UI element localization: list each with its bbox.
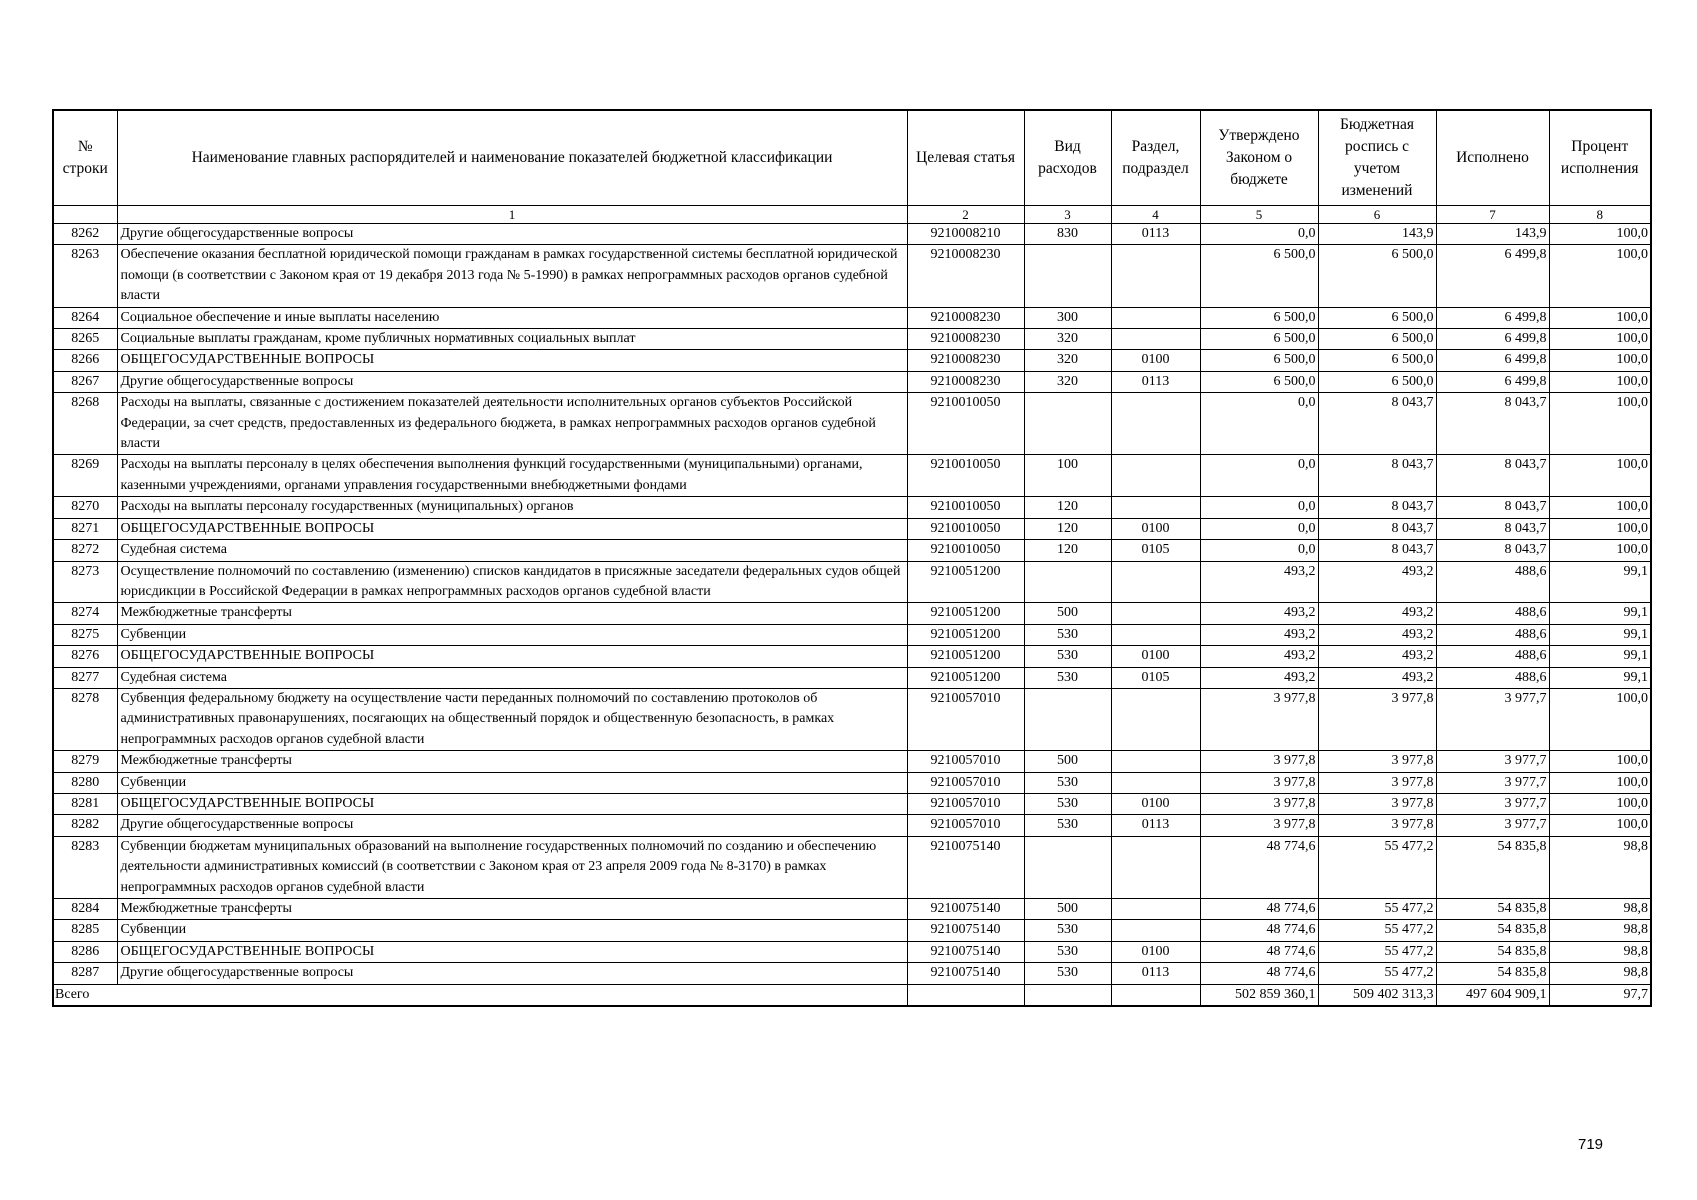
row-approved: 493,2	[1200, 646, 1318, 667]
row-approved: 0,0	[1200, 518, 1318, 539]
table-row	[53, 329, 1651, 350]
row-approved: 48 774,6	[1200, 941, 1318, 962]
row-kvr	[1024, 245, 1111, 307]
row-plan: 8 043,7	[1318, 455, 1436, 497]
row-percent: 100,0	[1549, 371, 1651, 392]
row-kcsr: 9210008230	[907, 329, 1024, 350]
row-executed: 6 499,8	[1436, 350, 1549, 371]
row-plan: 6 500,0	[1318, 350, 1436, 371]
row-name: ОБЩЕГОСУДАРСТВЕННЫЕ ВОПРОСЫ	[117, 646, 907, 667]
row-kcsr: 9210051200	[907, 646, 1024, 667]
row-kvr: 530	[1024, 772, 1111, 793]
row-rzpr	[1111, 497, 1200, 518]
row-kvr: 320	[1024, 371, 1111, 392]
row-percent: 100,0	[1549, 393, 1651, 455]
row-number: 8287	[53, 963, 117, 984]
row-name: Расходы на выплаты персоналу в целях обеспечения выполнения функций государственными (муниципальными) органами, казенными учреждениями, органами управления государственными внебюджетными фондами	[117, 455, 907, 497]
row-name: ОБЩЕГОСУДАРСТВЕННЫЕ ВОПРОСЫ	[117, 793, 907, 814]
row-plan: 3 977,8	[1318, 793, 1436, 814]
row-plan: 55 477,2	[1318, 963, 1436, 984]
row-number: 8263	[53, 245, 117, 307]
table-row	[53, 751, 1651, 772]
row-kcsr: 9210010050	[907, 497, 1024, 518]
row-kvr: 500	[1024, 899, 1111, 920]
row-rzpr: 0100	[1111, 518, 1200, 539]
row-percent: 100,0	[1549, 540, 1651, 561]
table-row	[53, 350, 1651, 371]
row-rzpr: 0113	[1111, 224, 1200, 245]
row-percent: 100,0	[1549, 224, 1651, 245]
header-kvr: Вид расходов	[1024, 110, 1111, 206]
row-rzpr	[1111, 455, 1200, 497]
table-row	[53, 224, 1651, 245]
row-rzpr: 0113	[1111, 963, 1200, 984]
row-kcsr: 9210010050	[907, 455, 1024, 497]
row-percent: 99,1	[1549, 624, 1651, 645]
row-executed: 488,6	[1436, 561, 1549, 603]
header-executed: Исполнено	[1436, 110, 1549, 206]
row-name: Социальное обеспечение и иные выплаты населению	[117, 307, 907, 328]
row-name: Расходы на выплаты персоналу государственных (муниципальных) органов	[117, 497, 907, 518]
row-approved: 3 977,8	[1200, 793, 1318, 814]
row-rzpr: 0113	[1111, 371, 1200, 392]
row-percent: 99,1	[1549, 667, 1651, 688]
table-row	[53, 793, 1651, 814]
row-kvr: 300	[1024, 307, 1111, 328]
row-kvr: 530	[1024, 624, 1111, 645]
total-rzpr	[1111, 984, 1200, 1006]
row-percent: 100,0	[1549, 815, 1651, 836]
row-approved: 0,0	[1200, 393, 1318, 455]
row-percent: 100,0	[1549, 518, 1651, 539]
row-approved: 48 774,6	[1200, 920, 1318, 941]
table-row	[53, 815, 1651, 836]
total-row	[53, 984, 1651, 1006]
row-kcsr: 9210051200	[907, 667, 1024, 688]
column-number	[53, 206, 117, 224]
row-plan: 3 977,8	[1318, 688, 1436, 750]
total-approved: 502 859 360,1	[1200, 984, 1318, 1006]
row-executed: 3 977,7	[1436, 688, 1549, 750]
row-percent: 99,1	[1549, 561, 1651, 603]
total-executed: 497 604 909,1	[1436, 984, 1549, 1006]
row-percent: 98,8	[1549, 941, 1651, 962]
row-number: 8272	[53, 540, 117, 561]
row-plan: 55 477,2	[1318, 920, 1436, 941]
row-kvr: 120	[1024, 497, 1111, 518]
row-executed: 8 043,7	[1436, 393, 1549, 455]
row-approved: 6 500,0	[1200, 307, 1318, 328]
row-approved: 0,0	[1200, 497, 1318, 518]
row-name: Другие общегосударственные вопросы	[117, 371, 907, 392]
row-percent: 100,0	[1549, 307, 1651, 328]
row-number: 8277	[53, 667, 117, 688]
row-rzpr: 0100	[1111, 941, 1200, 962]
row-percent: 98,8	[1549, 899, 1651, 920]
row-plan: 493,2	[1318, 561, 1436, 603]
row-approved: 6 500,0	[1200, 245, 1318, 307]
row-executed: 54 835,8	[1436, 941, 1549, 962]
row-kcsr: 9210008210	[907, 224, 1024, 245]
row-plan: 55 477,2	[1318, 899, 1436, 920]
row-rzpr	[1111, 561, 1200, 603]
header-percent: Процент исполнения	[1549, 110, 1651, 206]
row-kvr: 830	[1024, 224, 1111, 245]
row-kcsr: 9210051200	[907, 603, 1024, 624]
row-executed: 54 835,8	[1436, 920, 1549, 941]
row-percent: 100,0	[1549, 455, 1651, 497]
table-row	[53, 836, 1651, 898]
row-percent: 100,0	[1549, 793, 1651, 814]
total-label: Всего	[53, 984, 907, 1006]
row-kcsr: 9210051200	[907, 624, 1024, 645]
total-kvr	[1024, 984, 1111, 1006]
total-kcsr	[907, 984, 1024, 1006]
row-number: 8262	[53, 224, 117, 245]
row-approved: 48 774,6	[1200, 899, 1318, 920]
row-kcsr: 9210010050	[907, 518, 1024, 539]
table-row	[53, 688, 1651, 750]
row-number: 8267	[53, 371, 117, 392]
header-rzpr: Раздел, подраздел	[1111, 110, 1200, 206]
row-approved: 6 500,0	[1200, 350, 1318, 371]
table-row	[53, 772, 1651, 793]
row-percent: 100,0	[1549, 329, 1651, 350]
row-number: 8266	[53, 350, 117, 371]
row-name: Другие общегосударственные вопросы	[117, 815, 907, 836]
row-approved: 3 977,8	[1200, 751, 1318, 772]
budget-execution-table	[52, 109, 1652, 1007]
row-approved: 48 774,6	[1200, 963, 1318, 984]
row-number: 8282	[53, 815, 117, 836]
row-kcsr: 9210057010	[907, 751, 1024, 772]
row-kcsr: 9210008230	[907, 371, 1024, 392]
table-row	[53, 497, 1651, 518]
header-approved: Утверждено Законом о бюджете	[1200, 110, 1318, 206]
row-kvr: 530	[1024, 941, 1111, 962]
row-kvr: 530	[1024, 963, 1111, 984]
row-approved: 3 977,8	[1200, 815, 1318, 836]
column-number: 7	[1436, 206, 1549, 224]
row-rzpr	[1111, 920, 1200, 941]
row-name: ОБЩЕГОСУДАРСТВЕННЫЕ ВОПРОСЫ	[117, 518, 907, 539]
table-row	[53, 603, 1651, 624]
row-kvr: 120	[1024, 540, 1111, 561]
row-executed: 3 977,7	[1436, 772, 1549, 793]
header-row-no: № строки	[53, 110, 117, 206]
row-kvr: 320	[1024, 329, 1111, 350]
row-plan: 8 043,7	[1318, 518, 1436, 539]
row-approved: 493,2	[1200, 667, 1318, 688]
row-kvr	[1024, 393, 1111, 455]
row-percent: 98,8	[1549, 920, 1651, 941]
row-plan: 6 500,0	[1318, 245, 1436, 307]
row-number: 8269	[53, 455, 117, 497]
row-executed: 8 043,7	[1436, 540, 1549, 561]
row-approved: 0,0	[1200, 540, 1318, 561]
row-kcsr: 9210010050	[907, 540, 1024, 561]
table-row	[53, 245, 1651, 307]
row-kcsr: 9210075140	[907, 941, 1024, 962]
row-percent: 98,8	[1549, 963, 1651, 984]
row-rzpr: 0100	[1111, 793, 1200, 814]
row-executed: 8 043,7	[1436, 455, 1549, 497]
table-body	[53, 224, 1651, 1007]
row-rzpr	[1111, 688, 1200, 750]
table-row	[53, 963, 1651, 984]
row-percent: 99,1	[1549, 603, 1651, 624]
row-executed: 143,9	[1436, 224, 1549, 245]
row-plan: 493,2	[1318, 603, 1436, 624]
row-percent: 100,0	[1549, 751, 1651, 772]
row-plan: 3 977,8	[1318, 815, 1436, 836]
column-number: 4	[1111, 206, 1200, 224]
row-rzpr	[1111, 307, 1200, 328]
header-row	[53, 110, 1651, 206]
row-plan: 55 477,2	[1318, 941, 1436, 962]
row-plan: 8 043,7	[1318, 540, 1436, 561]
row-kcsr: 9210075140	[907, 920, 1024, 941]
row-plan: 493,2	[1318, 667, 1436, 688]
row-approved: 493,2	[1200, 603, 1318, 624]
row-number: 8281	[53, 793, 117, 814]
row-executed: 6 499,8	[1436, 371, 1549, 392]
row-name: Межбюджетные трансферты	[117, 603, 907, 624]
row-executed: 6 499,8	[1436, 307, 1549, 328]
table-row	[53, 561, 1651, 603]
column-number: 1	[117, 206, 907, 224]
row-approved: 493,2	[1200, 624, 1318, 645]
row-number: 8271	[53, 518, 117, 539]
row-rzpr: 0105	[1111, 540, 1200, 561]
table-row	[53, 393, 1651, 455]
row-number: 8285	[53, 920, 117, 941]
column-number: 2	[907, 206, 1024, 224]
row-plan: 55 477,2	[1318, 836, 1436, 898]
row-name: Судебная система	[117, 667, 907, 688]
row-plan: 493,2	[1318, 624, 1436, 645]
row-plan: 493,2	[1318, 646, 1436, 667]
row-approved: 3 977,8	[1200, 688, 1318, 750]
row-name: Субвенция федеральному бюджету на осуществление части переданных полномочий по составлению протоколов об административных правонарушениях, посягающих на общественный порядок и общественную безопасность, в рамках непрограммных расходов органов судебной власти	[117, 688, 907, 750]
column-number: 3	[1024, 206, 1111, 224]
row-kcsr: 9210057010	[907, 793, 1024, 814]
row-plan: 8 043,7	[1318, 497, 1436, 518]
row-kvr	[1024, 688, 1111, 750]
row-kcsr: 9210075140	[907, 963, 1024, 984]
table-row	[53, 920, 1651, 941]
row-number: 8286	[53, 941, 117, 962]
row-rzpr	[1111, 329, 1200, 350]
row-number: 8280	[53, 772, 117, 793]
row-number: 8284	[53, 899, 117, 920]
row-approved: 48 774,6	[1200, 836, 1318, 898]
row-executed: 488,6	[1436, 667, 1549, 688]
row-executed: 3 977,7	[1436, 793, 1549, 814]
table-row	[53, 624, 1651, 645]
row-rzpr	[1111, 603, 1200, 624]
header-budget-list: Бюджетная роспись с учетом изменений	[1318, 110, 1436, 206]
row-kvr: 120	[1024, 518, 1111, 539]
row-kvr: 500	[1024, 603, 1111, 624]
row-executed: 3 977,7	[1436, 751, 1549, 772]
row-executed: 8 043,7	[1436, 518, 1549, 539]
row-kcsr: 9210075140	[907, 899, 1024, 920]
table-row	[53, 371, 1651, 392]
row-executed: 488,6	[1436, 624, 1549, 645]
row-plan: 143,9	[1318, 224, 1436, 245]
row-approved: 6 500,0	[1200, 329, 1318, 350]
row-percent: 100,0	[1549, 772, 1651, 793]
row-executed: 8 043,7	[1436, 497, 1549, 518]
row-percent: 98,8	[1549, 836, 1651, 898]
row-number: 8265	[53, 329, 117, 350]
row-rzpr	[1111, 751, 1200, 772]
row-executed: 488,6	[1436, 603, 1549, 624]
row-executed: 6 499,8	[1436, 329, 1549, 350]
row-kvr: 530	[1024, 793, 1111, 814]
total-plan: 509 402 313,3	[1318, 984, 1436, 1006]
row-executed: 488,6	[1436, 646, 1549, 667]
table-row	[53, 667, 1651, 688]
row-number: 8276	[53, 646, 117, 667]
row-approved: 0,0	[1200, 224, 1318, 245]
row-kvr: 500	[1024, 751, 1111, 772]
row-kcsr: 9210057010	[907, 772, 1024, 793]
row-approved: 6 500,0	[1200, 371, 1318, 392]
header-name: Наименование главных распорядителей и наименование показателей бюджетной классификации	[117, 110, 907, 206]
row-kvr: 320	[1024, 350, 1111, 371]
row-name: Осуществление полномочий по составлению (изменению) списков кандидатов в присяжные заседатели федеральных судов общей юрисдикции в Российской Федерации в рамках непрограммных расходов органов судебной власти	[117, 561, 907, 603]
row-rzpr	[1111, 393, 1200, 455]
row-kcsr: 9210008230	[907, 350, 1024, 371]
row-name: Межбюджетные трансферты	[117, 899, 907, 920]
row-plan: 3 977,8	[1318, 772, 1436, 793]
row-executed: 54 835,8	[1436, 963, 1549, 984]
row-approved: 493,2	[1200, 561, 1318, 603]
row-plan: 8 043,7	[1318, 393, 1436, 455]
row-approved: 3 977,8	[1200, 772, 1318, 793]
row-kvr: 530	[1024, 920, 1111, 941]
row-executed: 54 835,8	[1436, 899, 1549, 920]
row-kvr: 530	[1024, 815, 1111, 836]
row-number: 8264	[53, 307, 117, 328]
row-rzpr: 0105	[1111, 667, 1200, 688]
row-name: Социальные выплаты гражданам, кроме публичных нормативных социальных выплат	[117, 329, 907, 350]
row-name: ОБЩЕГОСУДАРСТВЕННЫЕ ВОПРОСЫ	[117, 941, 907, 962]
table-row	[53, 899, 1651, 920]
row-percent: 100,0	[1549, 688, 1651, 750]
row-number: 8270	[53, 497, 117, 518]
total-percent: 97,7	[1549, 984, 1651, 1006]
row-plan: 6 500,0	[1318, 371, 1436, 392]
row-kcsr: 9210075140	[907, 836, 1024, 898]
row-approved: 0,0	[1200, 455, 1318, 497]
row-percent: 100,0	[1549, 350, 1651, 371]
row-kvr	[1024, 561, 1111, 603]
row-name: Судебная система	[117, 540, 907, 561]
column-number: 8	[1549, 206, 1651, 224]
row-name: Другие общегосударственные вопросы	[117, 224, 907, 245]
row-plan: 6 500,0	[1318, 307, 1436, 328]
row-rzpr: 0100	[1111, 350, 1200, 371]
table-row	[53, 540, 1651, 561]
row-number: 8268	[53, 393, 117, 455]
row-kcsr: 9210057010	[907, 688, 1024, 750]
row-plan: 3 977,8	[1318, 751, 1436, 772]
table-row	[53, 518, 1651, 539]
table-row	[53, 307, 1651, 328]
row-kvr: 100	[1024, 455, 1111, 497]
row-name: ОБЩЕГОСУДАРСТВЕННЫЕ ВОПРОСЫ	[117, 350, 907, 371]
row-percent: 100,0	[1549, 497, 1651, 518]
row-kvr	[1024, 836, 1111, 898]
row-name: Другие общегосударственные вопросы	[117, 963, 907, 984]
row-executed: 6 499,8	[1436, 245, 1549, 307]
row-number: 8273	[53, 561, 117, 603]
table-row	[53, 455, 1651, 497]
row-name: Межбюджетные трансферты	[117, 751, 907, 772]
row-kcsr: 9210010050	[907, 393, 1024, 455]
header-kcsr: Целевая статья	[907, 110, 1024, 206]
row-name: Расходы на выплаты, связанные с достижением показателей деятельности исполнительных органов субъектов Российской Федерации, за счет средств, предоставленных из федерального бюджета, в рамках непрограммных расходов органов судебной власти	[117, 393, 907, 455]
row-number: 8278	[53, 688, 117, 750]
row-number: 8283	[53, 836, 117, 898]
row-kcsr: 9210057010	[907, 815, 1024, 836]
row-kcsr: 9210008230	[907, 245, 1024, 307]
column-number: 5	[1200, 206, 1318, 224]
row-rzpr	[1111, 245, 1200, 307]
row-name: Субвенции	[117, 772, 907, 793]
row-rzpr	[1111, 836, 1200, 898]
row-kvr: 530	[1024, 667, 1111, 688]
row-kcsr: 9210008230	[907, 307, 1024, 328]
row-percent: 100,0	[1549, 245, 1651, 307]
table-row	[53, 646, 1651, 667]
row-name: Обеспечение оказания бесплатной юридической помощи гражданам в рамках государственной системы бесплатной юридической помощи (в соответствии с Законом края от 19 декабря 2013 года № 5-1990) в рамках непрограммных расходов органов судебной власти	[117, 245, 907, 307]
row-number: 8274	[53, 603, 117, 624]
row-name: Субвенции бюджетам муниципальных образований на выполнение государственных полномочий по созданию и обеспечению деятельности административных комиссий (в соответствии с Законом края от 23 апреля 2009 года № 8-3170) в рамках непрограммных расходов органов судебной власти	[117, 836, 907, 898]
row-number: 8275	[53, 624, 117, 645]
row-executed: 3 977,7	[1436, 815, 1549, 836]
row-number: 8279	[53, 751, 117, 772]
page-number: 719	[1578, 1136, 1604, 1153]
column-number-row	[53, 206, 1651, 224]
row-rzpr: 0113	[1111, 815, 1200, 836]
row-rzpr: 0100	[1111, 646, 1200, 667]
table-row	[53, 941, 1651, 962]
column-number: 6	[1318, 206, 1436, 224]
row-rzpr	[1111, 624, 1200, 645]
row-name: Субвенции	[117, 920, 907, 941]
row-name: Субвенции	[117, 624, 907, 645]
row-percent: 99,1	[1549, 646, 1651, 667]
row-kvr: 530	[1024, 646, 1111, 667]
row-kcsr: 9210051200	[907, 561, 1024, 603]
row-rzpr	[1111, 899, 1200, 920]
row-executed: 54 835,8	[1436, 836, 1549, 898]
row-rzpr	[1111, 772, 1200, 793]
row-plan: 6 500,0	[1318, 329, 1436, 350]
